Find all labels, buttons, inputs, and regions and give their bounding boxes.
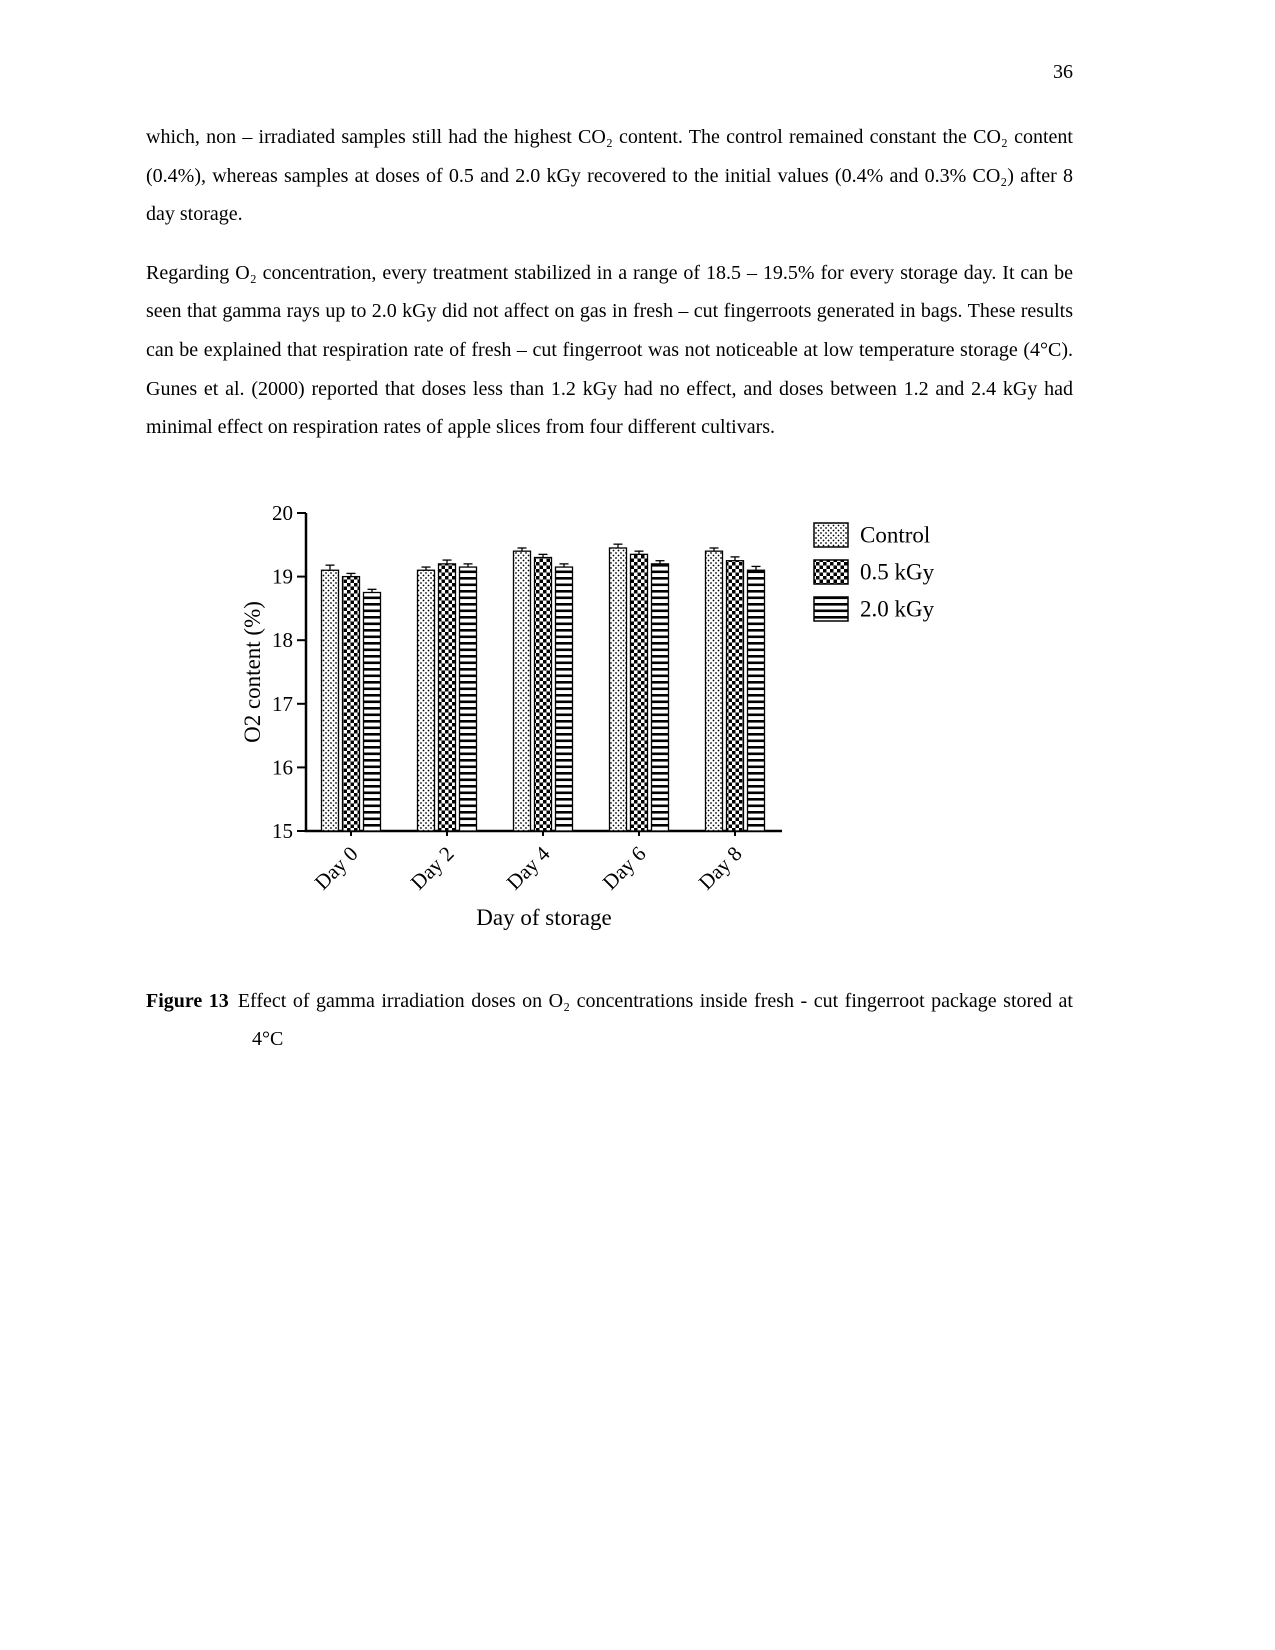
x-tick-label: Day 0 [309,841,363,895]
bar [364,592,381,831]
bar [535,557,552,830]
bar [556,567,573,831]
legend-swatch [814,597,848,621]
bar [514,551,531,831]
y-tick-label: 18 [272,627,293,652]
legend-label: 2.0 kGy [860,596,935,622]
bar [610,548,627,831]
bar [652,564,669,831]
x-axis-title: Day of storage [476,904,612,930]
bar [748,570,765,831]
y-axis-title: O2 content (%) [242,600,265,743]
y-tick-label: 16 [272,755,293,780]
legend-label: Control [860,522,931,548]
y-tick-label: 17 [272,691,293,716]
bar [460,567,477,831]
paragraph-2: Regarding O₂ concentration, every treatment stabilized in a range of 18.5 – 19.5% for every storage day. It can be seen that gamma rays up to 2.0 kGy did not affect on gas in fresh – cut fingerroots generated in bags. These results can be explained that respiration rate of fresh – cut fingerroot was not noticeable at low temperature storage (4°C). Gunes et al. (2000) reported that doses less than 1.2 kGy had no effect, and doses between 1.2 and 2.4 kGy had minimal effect on respiration rates of apple slices from four different cultivars. [146,261,1073,439]
figure-caption-text: Effect of gamma irradiation doses on O₂ concentrations inside fresh - cut fingerroot package stored at 4°C [237,989,1073,1051]
x-tick-label: Day 2 [405,841,459,895]
bar [418,570,435,831]
page-number: 36 [1053,61,1073,83]
figure-caption [146,982,1073,1059]
legend-swatch [814,523,848,547]
bar-chart [242,499,994,937]
bar [343,576,360,830]
bar [706,551,723,831]
figure-caption-label: Figure 13 [146,989,229,1012]
x-tick-label: Day 6 [597,841,651,895]
bar [439,564,456,831]
x-tick-label: Day 8 [693,841,747,895]
paragraph-1: which, non – irradiated samples still had the highest CO₂ content. The control remained constant the CO₂ content (0.4%), whereas samples at doses of 0.5 and 2.0 kGy recovered to the initial values (0.4% and 0.3% CO₂) after 8 day storage. [146,126,1073,226]
legend-label: 0.5 kGy [860,559,935,585]
figure-13-chart [242,499,1073,942]
x-tick-label: Day 4 [501,841,555,895]
bar [322,570,339,831]
y-tick-label: 15 [272,818,293,843]
bar [631,554,648,831]
page-content [146,118,1073,1059]
legend-swatch [814,560,848,584]
bar [727,560,744,830]
y-tick-label: 19 [272,564,293,589]
y-tick-label: 20 [272,500,293,525]
